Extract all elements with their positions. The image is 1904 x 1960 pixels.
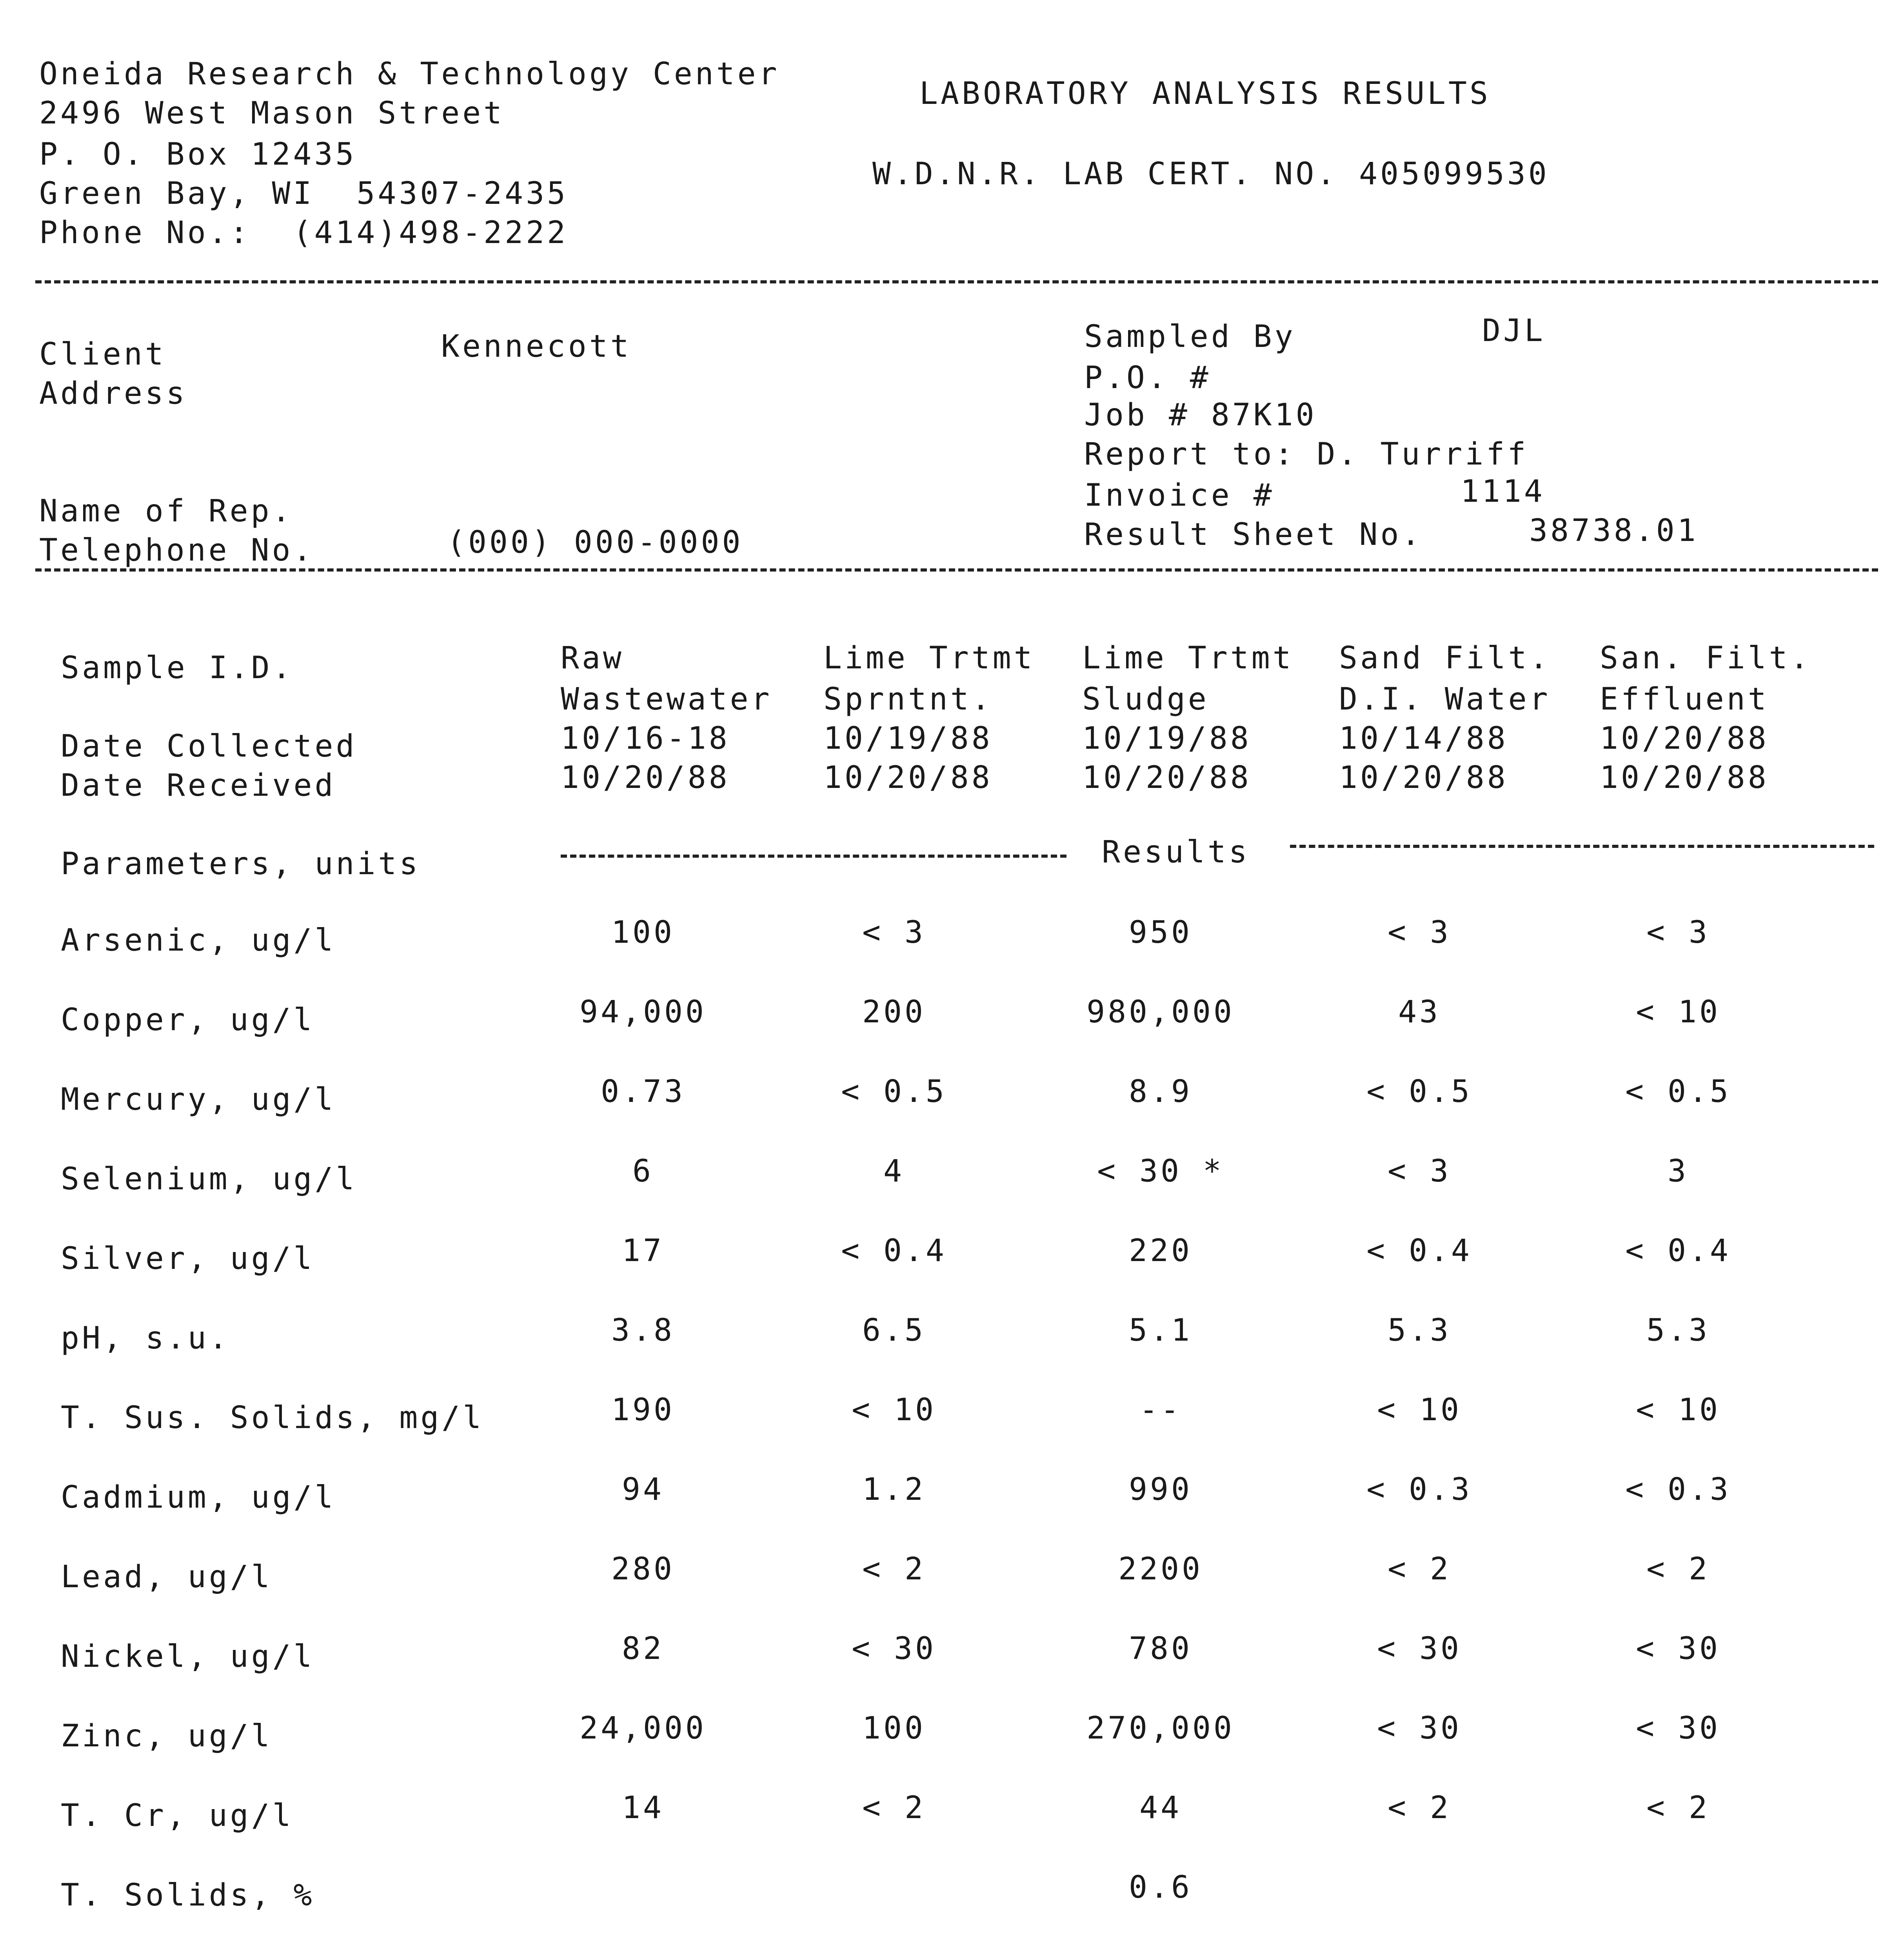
sample-id-label: Sample I.D.	[61, 650, 294, 686]
sample-name-line1: San. Filt.	[1600, 641, 1811, 676]
result-value: 0.73	[601, 1074, 685, 1109]
lab-name: Oneida Research & Technology Center	[39, 56, 780, 92]
result-value: 5.3	[1388, 1313, 1451, 1348]
result-value: 3.8	[611, 1313, 675, 1348]
result-value: 14	[622, 1790, 664, 1826]
result-value: 5.1	[1129, 1313, 1192, 1348]
date-received-label: Date Received	[61, 768, 336, 803]
date-received: 10/20/88	[1600, 760, 1769, 795]
date-received: 10/20/88	[1339, 760, 1508, 795]
parameter-name: T. Sus. Solids, mg/l	[61, 1400, 484, 1436]
invoice-value: 1114	[1461, 474, 1545, 509]
parameter-name: Mercury, ug/l	[61, 1082, 336, 1117]
parameter-name: Lead, ug/l	[61, 1559, 273, 1595]
report-title: LABORATORY ANALYSIS RESULTS	[919, 76, 1491, 111]
client-value: Kennecott	[441, 329, 632, 364]
lab-cert: W.D.N.R. LAB CERT. NO. 405099530	[872, 156, 1550, 192]
result-value: < 3	[1646, 915, 1710, 950]
result-value: 190	[611, 1392, 675, 1428]
parameter-name: Selenium, ug/l	[61, 1161, 357, 1197]
result-value: < 0.4	[841, 1233, 947, 1269]
result-value: < 10	[1636, 1392, 1721, 1428]
sample-name-line1: Sand Filt.	[1339, 641, 1551, 676]
result-value: < 2	[862, 1552, 926, 1587]
result-value: 82	[622, 1631, 664, 1666]
result-value: 270,000	[1086, 1711, 1235, 1746]
result-value: 780	[1129, 1631, 1192, 1666]
address-label: Address	[39, 376, 187, 411]
result-value: 4	[883, 1154, 905, 1189]
result-value: < 2	[1388, 1790, 1451, 1826]
result-value: < 30	[1636, 1711, 1721, 1746]
divider-bottom	[35, 568, 1878, 572]
lab-po-box: P. O. Box 12435	[39, 137, 357, 172]
parameter-name: Silver, ug/l	[61, 1241, 315, 1276]
date-collected: 10/19/88	[1082, 721, 1252, 756]
parameter-name: Arsenic, ug/l	[61, 923, 336, 958]
result-value: 43	[1398, 995, 1441, 1030]
parameter-name: Cadmium, ug/l	[61, 1480, 336, 1515]
result-value: --	[1139, 1392, 1182, 1428]
invoice-label: Invoice #	[1084, 478, 1275, 513]
result-sheet-value: 38738.01	[1529, 513, 1699, 548]
rep-label: Name of Rep.	[39, 494, 293, 529]
result-value: < 0.5	[1625, 1074, 1731, 1109]
result-value: < 2	[1646, 1552, 1710, 1587]
date-collected: 10/20/88	[1600, 721, 1769, 756]
result-value: 6.5	[862, 1313, 926, 1348]
result-sheet-label: Result Sheet No.	[1084, 517, 1423, 552]
result-value: 280	[611, 1552, 675, 1587]
result-value: < 30	[1636, 1631, 1721, 1666]
sample-name-line2: Wastewater	[561, 682, 772, 717]
result-value: 100	[611, 915, 675, 950]
parameter-name: T. Solids, %	[61, 1878, 315, 1913]
result-value: < 0.4	[1625, 1233, 1731, 1269]
result-value: 6	[632, 1154, 654, 1189]
lab-city: Green Bay, WI 54307-2435	[39, 176, 568, 211]
date-received: 10/20/88	[823, 760, 993, 795]
result-value: 3	[1668, 1154, 1689, 1189]
result-value: 2200	[1118, 1552, 1203, 1587]
result-value: 950	[1129, 915, 1192, 950]
result-value: < 2	[1646, 1790, 1710, 1826]
date-received: 10/20/88	[1082, 760, 1252, 795]
result-value: < 0.5	[1366, 1074, 1472, 1109]
result-value: < 3	[1388, 915, 1451, 950]
sample-name-line1: Raw	[561, 641, 624, 676]
date-collected: 10/19/88	[823, 721, 993, 756]
result-value: 980,000	[1086, 995, 1235, 1030]
parameter-name: pH, s.u.	[61, 1321, 230, 1356]
parameters-label: Parameters, units	[61, 846, 421, 882]
result-value: < 10	[1636, 995, 1721, 1030]
result-value: < 3	[1388, 1154, 1451, 1189]
lab-street: 2496 West Mason Street	[39, 96, 505, 131]
sample-name-line2: Effluent	[1600, 682, 1769, 717]
result-value: 94	[622, 1472, 664, 1507]
result-value: < 0.3	[1625, 1472, 1731, 1507]
date-collected: 10/16-18	[561, 721, 730, 756]
result-value: < 30	[1377, 1711, 1462, 1746]
result-value: 100	[862, 1711, 926, 1746]
result-value: 990	[1129, 1472, 1192, 1507]
result-value: < 3	[862, 915, 926, 950]
result-value: < 30	[1377, 1631, 1462, 1666]
result-value: 24,000	[580, 1711, 707, 1746]
telephone-label: Telephone No.	[39, 533, 314, 568]
sample-name-line1: Lime Trtmt	[1082, 641, 1294, 676]
sampled-by-label: Sampled By	[1084, 319, 1296, 354]
result-value: < 0.3	[1366, 1472, 1472, 1507]
results-divider-right	[1290, 845, 1874, 848]
sample-name-line2: D.I. Water	[1339, 682, 1551, 717]
result-value: < 2	[1388, 1552, 1451, 1587]
date-collected: 10/14/88	[1339, 721, 1508, 756]
parameter-name: Nickel, ug/l	[61, 1639, 315, 1674]
results-divider-left	[561, 855, 1066, 858]
client-label: Client	[39, 337, 166, 372]
sample-name-line2: Sludge	[1082, 682, 1209, 717]
result-value: 220	[1129, 1233, 1192, 1269]
result-value: 200	[862, 995, 926, 1030]
result-value: < 10	[852, 1392, 936, 1428]
parameter-name: Copper, ug/l	[61, 1002, 315, 1038]
result-value: < 10	[1377, 1392, 1462, 1428]
result-value: < 0.5	[841, 1074, 947, 1109]
result-value: 8.9	[1129, 1074, 1192, 1109]
sample-name-line1: Lime Trtmt	[823, 641, 1035, 676]
po-label: P.O. #	[1084, 360, 1211, 396]
sample-name-line2: Sprntnt.	[823, 682, 993, 717]
result-value: < 2	[862, 1790, 926, 1826]
report-to: Report to: D. Turriff	[1084, 437, 1529, 472]
results-label: Results	[1102, 835, 1250, 870]
job-number: Job # 87K10	[1084, 397, 1317, 433]
lab-phone: Phone No.: (414)498-2222	[39, 215, 568, 250]
telephone-value: (000) 000-0000	[447, 525, 743, 560]
date-collected-label: Date Collected	[61, 729, 357, 764]
result-value: 44	[1139, 1790, 1182, 1826]
parameter-name: Zinc, ug/l	[61, 1719, 273, 1754]
sampled-by-value: DJL	[1482, 313, 1546, 348]
result-value: 0.6	[1129, 1870, 1192, 1905]
result-value: 1.2	[862, 1472, 926, 1507]
date-received: 10/20/88	[561, 760, 730, 795]
result-value: < 30 *	[1097, 1154, 1224, 1189]
divider-top	[35, 280, 1878, 283]
result-value: < 0.4	[1366, 1233, 1472, 1269]
result-value: 5.3	[1646, 1313, 1710, 1348]
result-value: 17	[622, 1233, 664, 1269]
parameter-name: T. Cr, ug/l	[61, 1798, 294, 1833]
result-value: < 30	[852, 1631, 936, 1666]
result-value: 94,000	[580, 995, 707, 1030]
